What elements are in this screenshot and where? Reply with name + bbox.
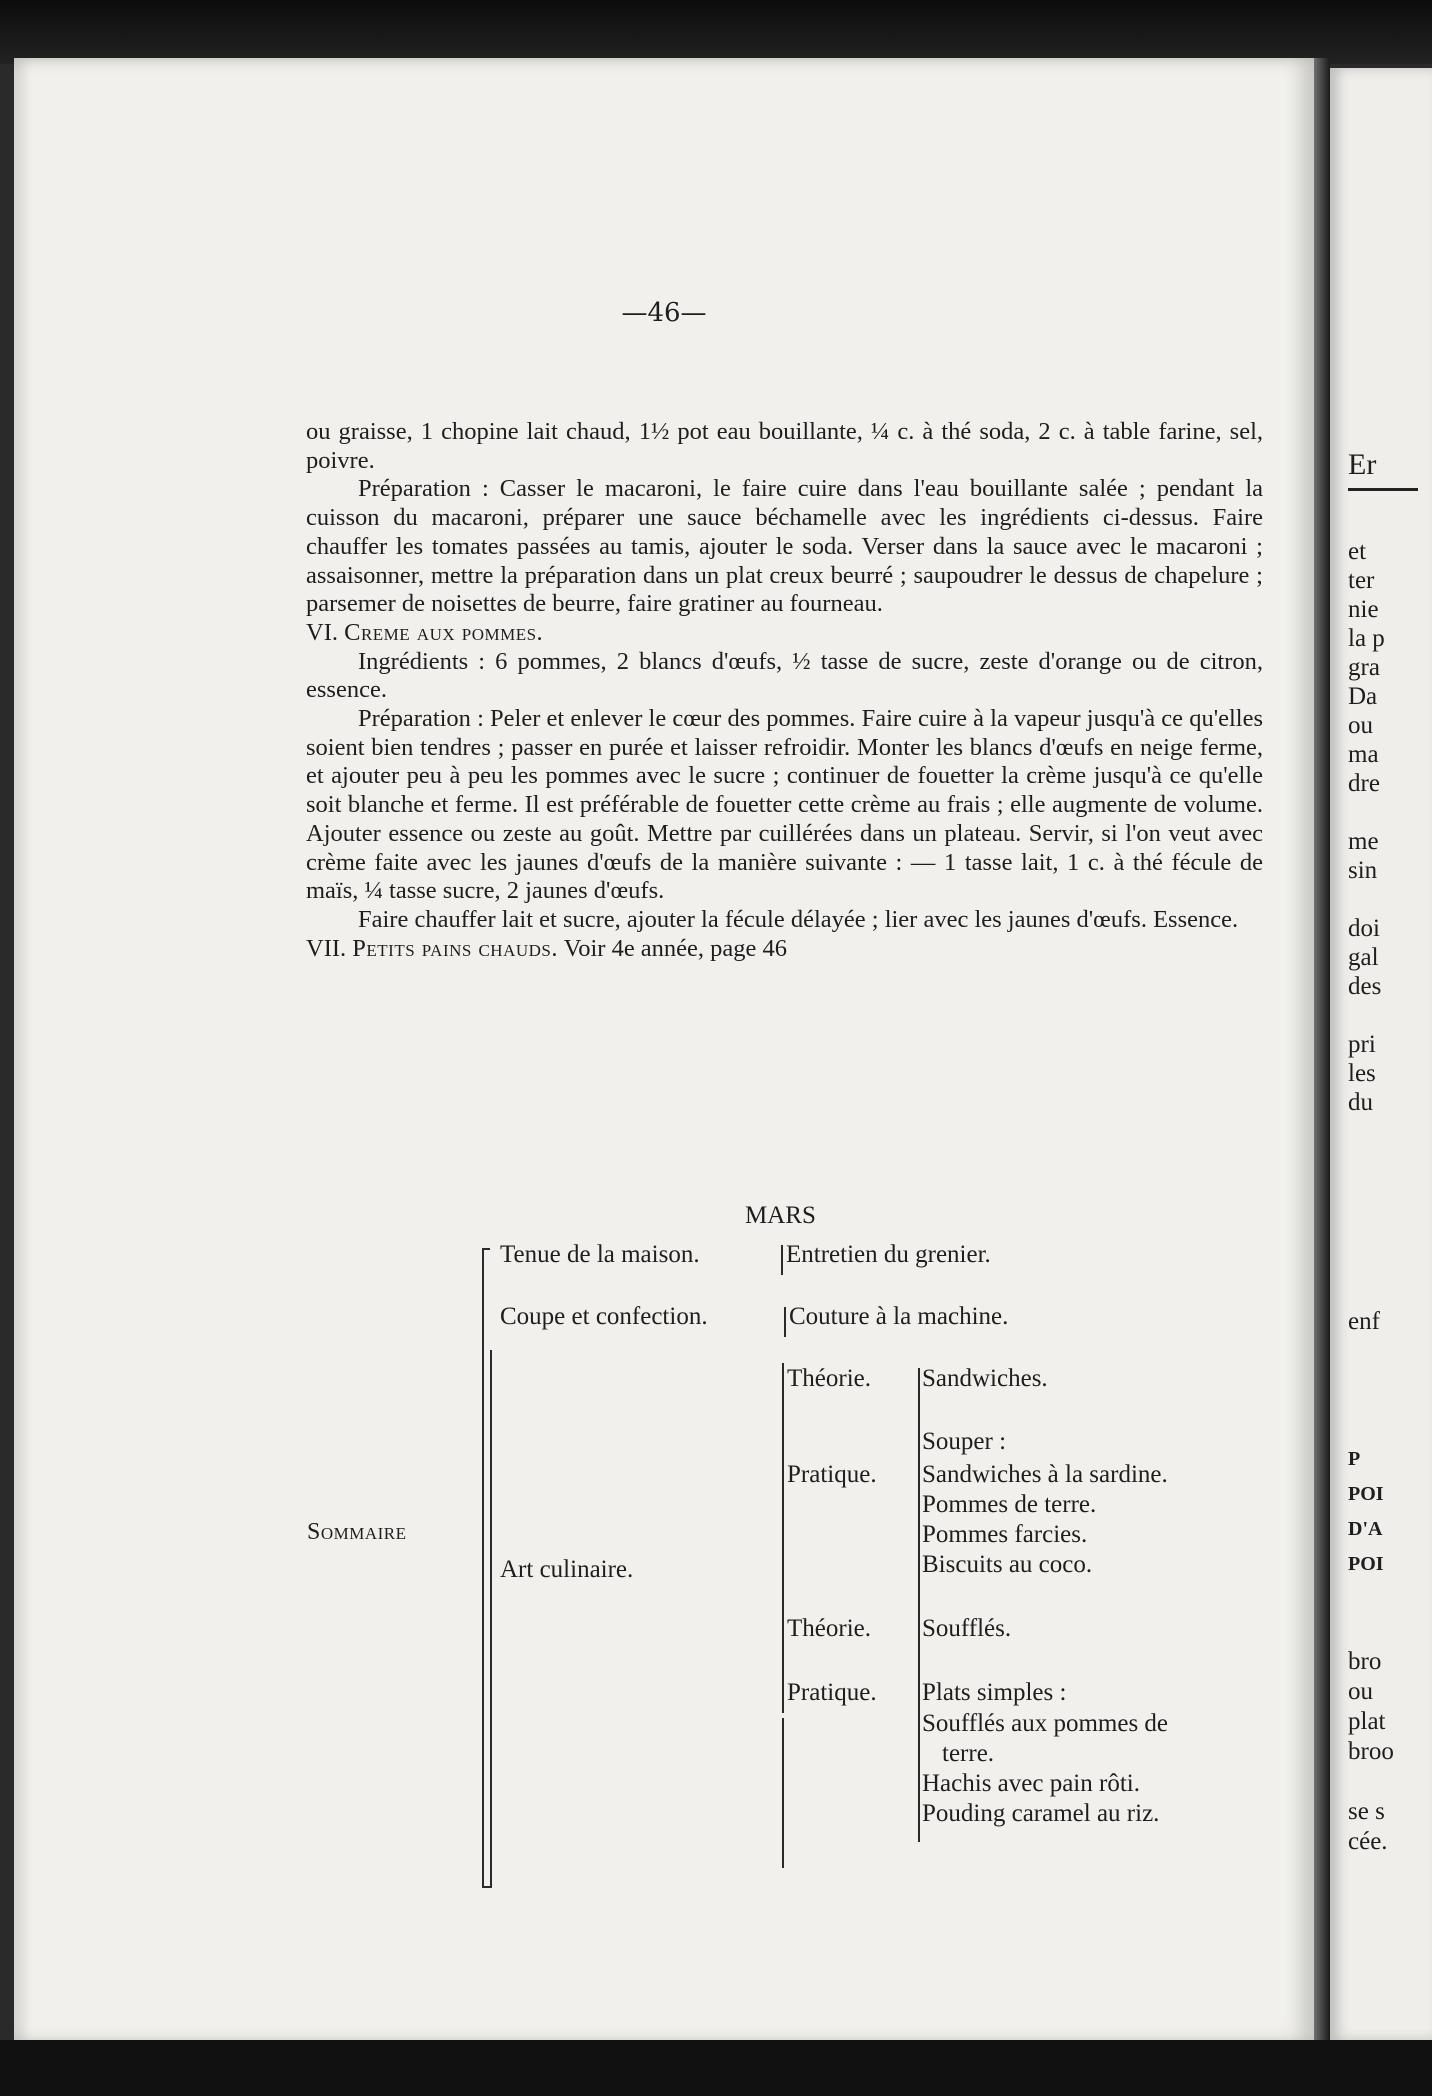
section-vii-ref: Voir 4e année, page 46: [563, 934, 788, 962]
paragraph-preparation-creme: Préparation : Peler et enlever le cœur des pommes. Faire cuire à la vapeur jusqu'à ce qu'elles soient bien tendres ; passer en purée et laisser refroidir. Monter les blancs d'œufs en neige ferme, et ajouter peu à peu les pommes avec le sucre ; continuer de fouetter la crème jusqu'à ce qu'elle soit blanche et ferme. Il est préférable de fouetter cette crème au frais ; elle augmente de volume. Ajouter essence ou zeste au goût. Mettre par cuillérées dans un plateau. Servir, si l'on veut avec crème faite avec les jaunes d'œufs de la manière suivante : — 1 tasse lait, 1 c. à thé fécule de maïs, ¼ tasse sucre, 2 jaunes d'œufs.: [306, 705, 1263, 905]
brace-bottom-tick: [482, 1886, 490, 1888]
summary-sardine: Sandwiches à la sardine.: [922, 1461, 1168, 1488]
paragraph-preparation-macaroni: Préparation : Casser le macaroni, le faire cuire dans l'eau bouillante salée ; pendant la cuisson du macaroni, préparer une sauce béchamelle avec les ingrédients ci-dessus. Faire chauffer les tomates passées au tamis, ajouter le soda. Verser dans la sauce avec le macaroni ; assaisonner, mettre la préparation dans un plat creux beurré ; saupoudrer le dessus de chapelure ; parsemer de noisettes de beurre, faire gratiner au fourneau.: [306, 475, 1263, 618]
right-fragment: la p: [1348, 625, 1385, 652]
summary-entretien: Entretien du grenier.: [786, 1241, 991, 1268]
right-fragment: Da: [1348, 683, 1378, 710]
right-fragment: dre: [1348, 770, 1380, 797]
section-vii-number: VII.: [306, 934, 347, 962]
right-fragment: pri: [1348, 1031, 1376, 1058]
right-fragment: POI: [1348, 1483, 1384, 1505]
right-fragment: broo: [1348, 1738, 1394, 1765]
summary-pouding: Pouding caramel au riz.: [922, 1800, 1160, 1827]
summary-month: MARS: [745, 1202, 816, 1229]
summary-label: Sommaire: [307, 1519, 407, 1545]
summary-couture: Couture à la machine.: [789, 1303, 1009, 1330]
right-fragment: ou: [1348, 1678, 1373, 1705]
right-fragment: se s: [1348, 1798, 1385, 1825]
right-fragment: POI: [1348, 1553, 1384, 1575]
recipe-text: [306, 418, 1263, 963]
divider: [782, 1363, 784, 1713]
summary-coupe: Coupe et confection.: [500, 1303, 708, 1330]
summary-souper: Souper :: [922, 1428, 1007, 1455]
divider: [781, 1245, 783, 1275]
right-fragment: plat: [1348, 1708, 1386, 1735]
book-gutter: [1314, 58, 1330, 2043]
right-fragment: ma: [1348, 741, 1379, 768]
divider: [782, 1718, 784, 1868]
summary-pratique-1: Pratique.: [787, 1461, 877, 1488]
right-fragment: ter: [1348, 567, 1375, 594]
summary-pratique-2: Pratique.: [787, 1679, 877, 1706]
summary-pommes-terre: Pommes de terre.: [922, 1491, 1097, 1518]
summary-souffles: Soufflés.: [922, 1615, 1012, 1642]
paragraph-ingredients-cont: ou graisse, 1 chopine lait chaud, 1½ pot eau bouillante, ¼ c. à thé soda, 2 c. à table farine, sel, poivre.: [306, 418, 1263, 474]
right-fragment: Er: [1348, 448, 1377, 481]
left-page: [14, 58, 1314, 2043]
right-fragment: sin: [1348, 857, 1378, 884]
divider: [918, 1618, 920, 1648]
section-vii-title: Petits pains chauds.: [352, 934, 558, 962]
right-fragment: doi: [1348, 915, 1380, 942]
right-page-edge: [1330, 68, 1432, 2040]
section-vi-title: Creme aux pommes.: [344, 618, 544, 646]
section-vi-number: VI.: [306, 618, 338, 646]
brace-top-tick: [482, 1248, 490, 1250]
divider: [918, 1682, 920, 1842]
right-fragment: les: [1348, 1060, 1376, 1087]
section-vii-heading: [306, 935, 1263, 964]
summary-pommes-farcies: Pommes farcies.: [922, 1521, 1088, 1548]
right-fragment: bro: [1348, 1648, 1382, 1675]
summary-theorie-1: Théorie.: [787, 1365, 871, 1392]
right-fragment: nie: [1348, 596, 1379, 623]
divider: [784, 1307, 786, 1337]
right-fragment: enf: [1348, 1308, 1380, 1335]
scan-top-edge: [0, 0, 1432, 64]
right-fragment: D'A: [1348, 1518, 1383, 1540]
right-fragment: du: [1348, 1089, 1373, 1116]
summary-sandwiches: Sandwiches.: [922, 1365, 1048, 1392]
summary-theorie-2: Théorie.: [787, 1615, 871, 1642]
right-fragment: et: [1348, 538, 1367, 565]
section-vi-heading: [306, 619, 1263, 648]
summary-souffles-pommes: Soufflés aux pommes de: [922, 1710, 1169, 1737]
summary-art: Art culinaire.: [500, 1556, 634, 1583]
page-number: —46—: [621, 298, 707, 328]
right-fragment: cée.: [1348, 1828, 1388, 1855]
summary-tenue: Tenue de la maison.: [500, 1241, 700, 1268]
summary-biscuits: Biscuits au coco.: [922, 1551, 1093, 1578]
right-fragment: gra: [1348, 654, 1380, 681]
summary-brace: [482, 1248, 484, 1888]
paragraph-ingredients-creme: Ingrédients : 6 pommes, 2 blancs d'œufs, ½ tasse de sucre, zeste d'orange ou de citron, essence.: [306, 647, 1263, 704]
right-fragment: des: [1348, 973, 1382, 1000]
art-brace: [490, 1350, 492, 1888]
right-rule: [1348, 488, 1418, 491]
summary-plats: Plats simples :: [922, 1679, 1067, 1706]
summary-hachis: Hachis avec pain rôti.: [922, 1770, 1140, 1797]
right-fragment: me: [1348, 828, 1379, 855]
right-fragment: ou: [1348, 712, 1373, 739]
right-fragment: gal: [1348, 944, 1379, 971]
scan-bottom-edge: [0, 2040, 1432, 2096]
paragraph-finish-creme: Faire chauffer lait et sucre, ajouter la fécule délayée ; lier avec les jaunes d'œufs. Essence.: [358, 905, 1239, 933]
right-fragment: P: [1348, 1448, 1361, 1470]
summary-terre: terre.: [942, 1740, 995, 1767]
